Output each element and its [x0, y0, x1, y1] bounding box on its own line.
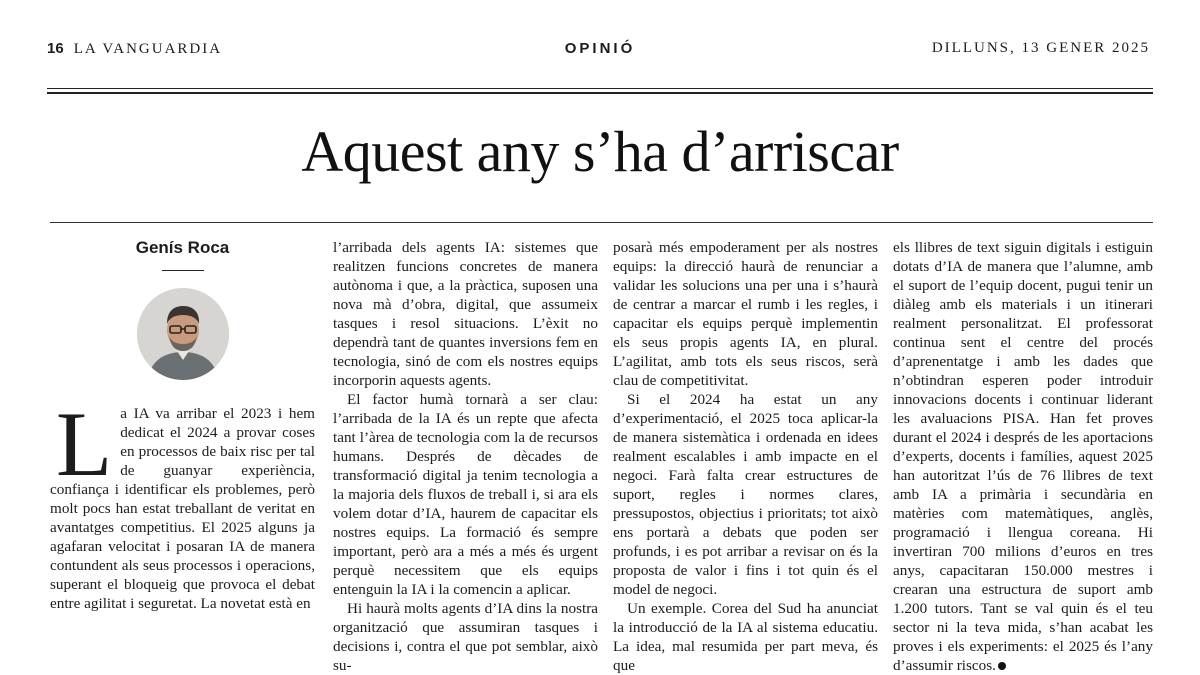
publication-name: LA VANGUARDIA [73, 41, 223, 57]
column-4-paragraph-1 [893, 238, 1153, 675]
author-portrait-icon [137, 288, 229, 380]
column-2-paragraph-3: Hi haurà molts agents d’IA dins la nostra organització que assumiran tasques i decisions i, contra el que pot semblar, això su- [333, 600, 598, 674]
column-2-paragraph-2: El factor humà tornarà a ser clau: l’arribada de la IA és un repte que afecta tant l’àrea de tecnologia com la de recursos humans. Després de dècades de transformació digital ja tenim tecnologia a la majoria dels fluxos de treball i, si ara els volem dotar d’IA, haurem de capacitar els nostres equips. La formació és sempre important, però ara a més a més és urgent perquè necessitem que els equips entenguin la IA i la comencin a aplicar. [333, 391, 598, 598]
article-column-3 [613, 238, 878, 675]
column-3-paragraph-3: Un exemple. Corea del Sud ha anunciat la introducció de la IA al sistema educatiu. La idea, mal resumida per part meva, és que [613, 600, 878, 674]
end-of-article-bullet-icon [998, 662, 1006, 670]
author-divider [162, 270, 204, 271]
column-2-paragraph-1: l’arribada dels agents IA: sistemes que realitzen funcions concretes de manera autònoma i que, a la pràctica, suposen una nova mà d’obra, digital, que assumeix tasques i resol situacions. L’èxit no dependrà tant de quantes inversions fem en tecnologia, sinó de com els nostres equips incorporin aquests agents. [333, 239, 598, 389]
author-portrait [137, 288, 229, 380]
section-name: OPINIÓ [564, 40, 636, 57]
article-column-2 [333, 238, 598, 675]
header-rule-thin [47, 88, 1153, 89]
column-4-paragraph-1-text: els llibres de text siguin digitals i estiguin dotats d’IA de manera que l’alumne, amb el suport de l’equip docent, pugui tenir un diàleg amb els materials i un itinerari realment personalitzat. El professorat continua sent el centre del procés d’aprenentatge i amb les dades que n’obtindran esperen poder introduir innovacions docents i continuar liderant les avaluacions PISA. Han fet proves durant el 2024 i després de les aportacions d’experts, docents i famílies, aquest 2025 han autoritzat l’ús de 76 llibres de text amb IA a primària i secundària en matèries com matemàtiques, anglès, programació i llengua coreana. Hi invertiran 700 milions d’euros en tres anys, capacitaran 150.000 mestres i crearan una estructura de suport amb 1.200 tutors. Tant se val quin és el teu sector ni la teva mida, s’han acabat les proves i els experiments: el 2025 és l’any d’assumir riscos. [893, 239, 1153, 674]
article-column-4 [893, 238, 1153, 675]
column-3-paragraph-2: Si el 2024 ha estat un any d’experimentació, el 2025 toca aplicar-la de manera sistemàtica i ordenada en idees realment escalables i amb impacte en el negoci. Farà falta crear estructures de suport, regles i normes clares, pressupostos, objectius i prioritats; tot això ens portarà a debats que poden ser profunds, i es pot arribar a revisar on és la proposta de valor i fins i tot quin és el model de negoci. [613, 391, 878, 598]
header-rule-thick [47, 92, 1153, 94]
author-name: Genís Roca [135, 238, 230, 257]
article-column-1 [50, 393, 315, 613]
article-headline: Aquest any s’ha d’arriscar [301, 119, 899, 184]
column-3-paragraph-1: posarà més empoderament per als nostres equips: la direcció haurà de renunciar a validar les solucions una per una i s’haurà de centrar a marcar el rumb i les regles, i capacitar els equips perquè implementin els seus propis agents IA, en plural. L’agilitat, amb tots els seus riscos, serà clau de competitivitat. [613, 239, 878, 389]
headline-rule [50, 222, 1153, 223]
column-1-paragraph-1: a IA va arribar el 2023 i hem dedicat el 2024 a provar coses en processos de baix risc per tal de guanyar experiència, confiança i identificar els problemes, però molt pocs han estat treballant de veritat en avantatges competitius. El 2025 alguns ja agafaran velocitat i posaran IA de manera contundent als seus processos i operacions, superant el bloqueig que provoca el debat entre agilitat i seguretat. La novetat està en [50, 405, 315, 612]
page-number: 16 [47, 40, 64, 57]
issue-date: DILLUNS, 13 GENER 2025 [931, 40, 1150, 56]
drop-cap: L [56, 393, 113, 495]
